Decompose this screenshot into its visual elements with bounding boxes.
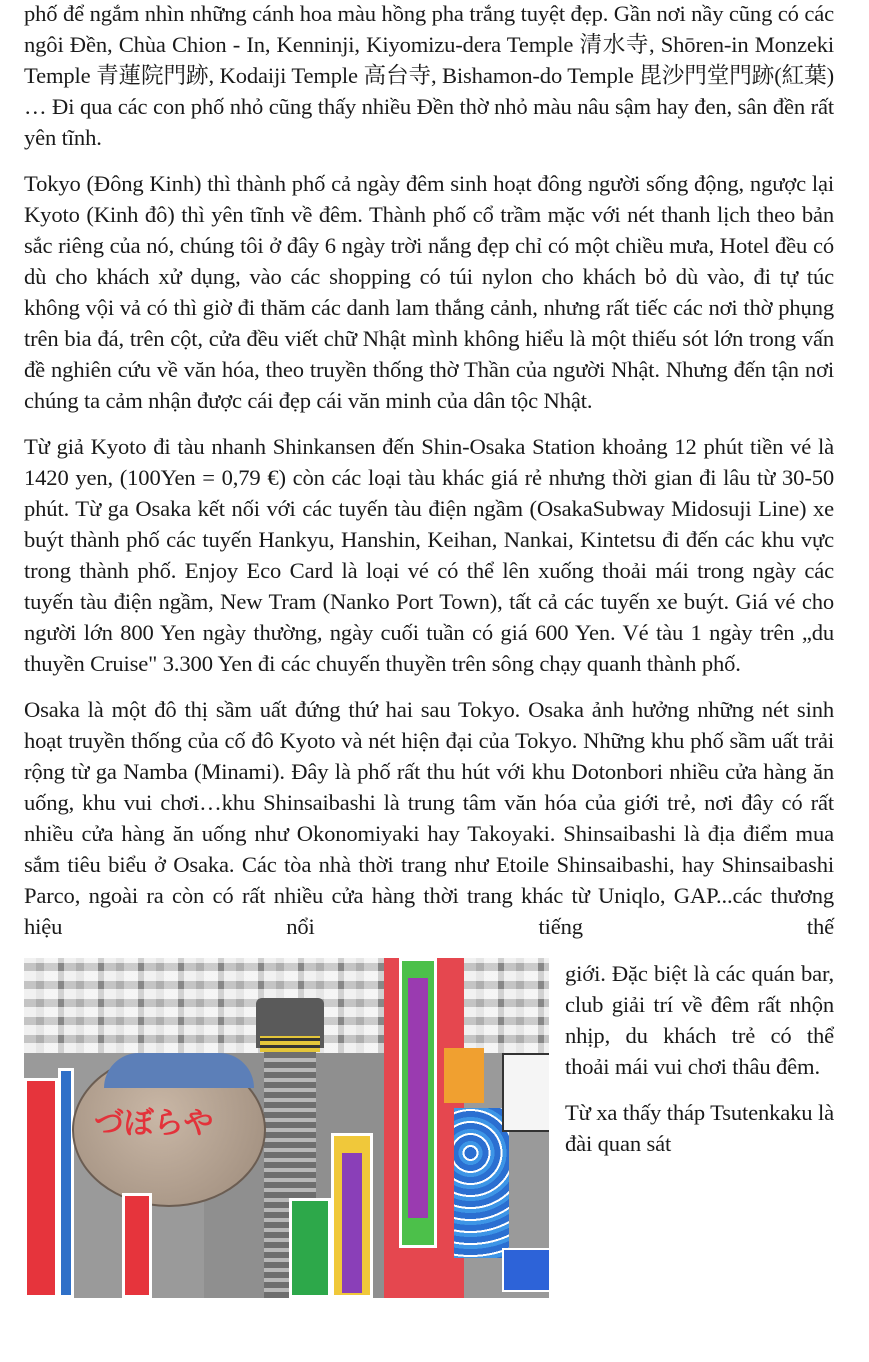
banner-blue-left xyxy=(58,1068,74,1298)
lantern-text: づぼらや xyxy=(94,1106,214,1141)
document-page xyxy=(24,0,834,1298)
paragraph-tokyo-kyoto: Tokyo (Đông Kinh) thì thành phố cả ngày đêm sinh hoạt đông người sống động, ngược lại Kyoto (Kinh đô) thì yên tĩnh về đêm. Thành phố cổ trầm mặc với nét thanh lịch theo bản sắc riêng của nó, chúng tôi ở đây 6 ngày trời nắng đẹp chỉ có một chiều mưa, Hotel đều có dù cho khách xử dụng, vào các shopping có túi nylon cho khách bỏ dù vào, đi tự túc không vội vả có thì giờ đi thăm các danh lam thắng cảnh, nhưng rất tiếc các nơi thờ phụng trên bia đá, trên cột, cửa đều viết chữ Nhật mình không hiểu là một thiếu sót lớn trong vấn đề nghiên cứu về văn hóa, theo truyền thống thờ Thần của người Nhật. Nhưng đến tận nơi chúng ta cảm nhận được cái đẹp cái văn minh của dân tộc Nhật. xyxy=(24,171,834,413)
sign-blue-right xyxy=(502,1248,549,1292)
paragraph-osaka-city: Osaka là một đô thị sầm uất đứng thứ hai sau Tokyo. Osaka ảnh hưởng những nét sinh hoạt truyền thống của cố đô Kyoto và nét hiện đại của Tokyo. Những khu phố sầm uất trải rộng từ ga Namba (Minami). Đây là phố rất thu hút với khu Dotonbori nhiều cửa hàng ăn uống, khu vui chơi…khu Shinsaibashi là trung tâm văn hóa của giới trẻ, nơi đây có rất nhiều cửa hàng ăn uống như Okonomiyaki hay Takoyaki. Shinsaibashi là địa điểm mua sắm tiêu biểu ở Osaka. Các tòa nhà thời trang như Etoile Shinsaibashi, hay Shinsaibashi Parco, ngoài ra còn có rất nhiều cửa hàng thời trang khác từ Uniqlo, GAP...các thương hiệu nổi tiếng thế xyxy=(24,697,834,939)
paragraph-tsutenkaku: Từ xa thấy tháp Tsutenkaku là đài quan sát xyxy=(565,1100,834,1156)
osaka-street-photo xyxy=(24,958,549,1298)
banner-purple-text xyxy=(342,1153,362,1293)
paragraph-kyoto-temples: phố để ngắm nhìn những cánh hoa màu hồng pha trắng tuyệt đẹp. Gần nơi nầy cũng có các ngôi Đền, Chùa Chion - In, Kenninji, Kiyomizu-dera Temple 清水寺, Shōren-in Monzeki Temple 青蓮院門跡, Kodaiji Temple 高台寺, Bishamon-do Temple 毘沙門堂門跡(紅葉) … Đi qua các con phố nhỏ cũng thấy nhiều Đền thờ nhỏ màu nâu sậm hay đen, sân đền rất yên tĩnh. xyxy=(24,1,834,150)
sign-menu-right xyxy=(502,1053,549,1132)
lantern-fin xyxy=(104,1053,254,1088)
banner-red-mid xyxy=(122,1193,152,1298)
banner-green xyxy=(289,1198,331,1298)
osaka-section xyxy=(24,694,834,1159)
banner-red-left xyxy=(24,1078,58,1298)
sign-orange xyxy=(444,1048,484,1103)
tower-band xyxy=(260,1036,320,1052)
paragraph-osaka-nightlife: giới. Đặc biệt là các quán bar, club giải trí về đêm rất nhộn nhịp, du khách trẻ có thể thoải mái vui chơi thâu đêm. xyxy=(565,961,834,1079)
wave-mural xyxy=(454,1108,509,1258)
paragraph-osaka-transport: Từ giả Kyoto đi tàu nhanh Shinkansen đến Shin-Osaka Station khoảng 12 phút tiền vé là 1420 yen, (100Yen = 0,79 €) còn các loại tàu khác giá rẻ nhưng thời gian đi lâu từ 30-50 phút. Từ ga Osaka kết nối với các tuyến tàu điện ngầm (OsakaSubway Midosuji Line) xe buýt thành phố các tuyến Hankyu, Hanshin, Keihan, Nankai, Kintetsu đi đến các khu vực trong thành phố. Enjoy Eco Card là loại vé có thể lên xuống thoải mái trong ngày các tuyến tàu điện ngầm, New Tram (Nanko Port Town), tất cả các tuyến xe buýt. Giá vé cho người lớn 800 Yen ngày thường, ngày cuối tuần có giá 600 Yen. Vé tàu 1 ngày trên „du thuyền Cruise" 3.300 Yen đi các chuyến thuyền trên sông chạy quanh thành phố. xyxy=(24,434,834,676)
banner-purple-right xyxy=(408,978,428,1218)
